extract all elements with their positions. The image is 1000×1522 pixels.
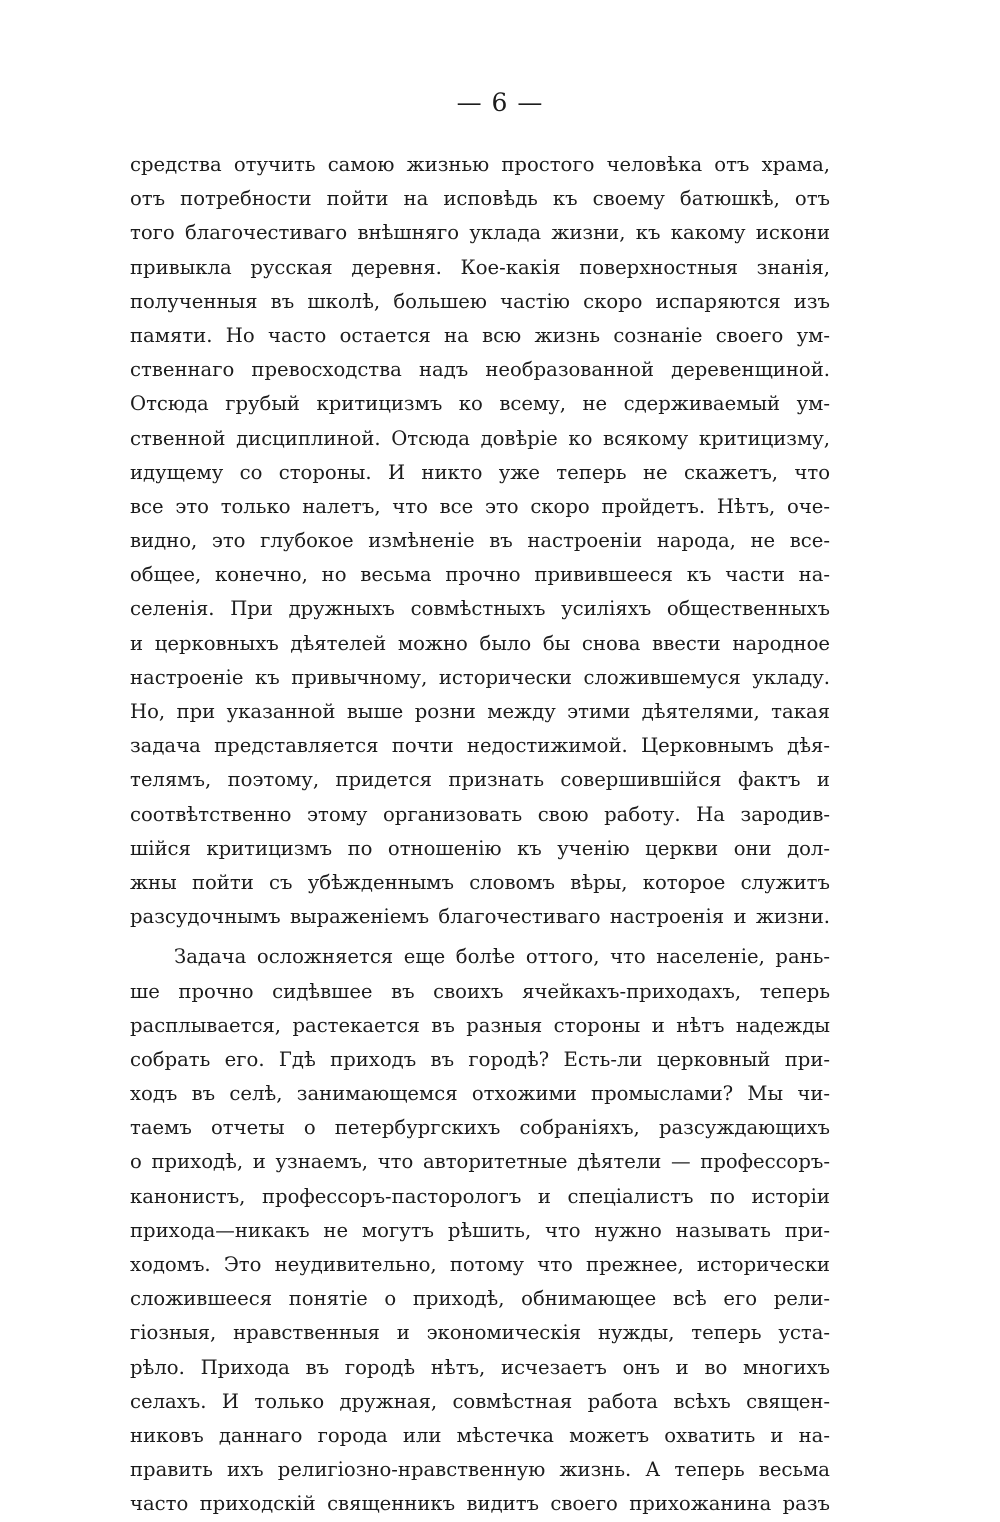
text-line: рѣло. Прихода въ городѣ нѣтъ, исчезаетъ онъ и во многихъ: [130, 1355, 830, 1379]
text-line: разсудочнымъ выраженіемъ благочестиваго настроенія и жизни.: [130, 905, 830, 929]
text-line: никовъ даннаго города или мѣстечка можетъ охватить и на-: [130, 1423, 830, 1447]
text-line: общее, конечно, но весьма прочно привившееся къ части на-: [130, 563, 830, 587]
text-line: соотвѣтственно этому организовать свою работу. На зародив-: [130, 802, 830, 826]
text-line: жны пойти съ убѣжденнымъ словомъ вѣры, которое служитъ: [130, 870, 830, 894]
text-line: того благочестиваго внѣшняго уклада жизни, къ какому искони: [130, 221, 830, 245]
text-line: таемъ отчеты о петербургскихъ собраніяхъ, разсуждающихъ: [130, 1116, 830, 1140]
body-text: [130, 148, 830, 1522]
text-line: и церковныхъ дѣятелей можно было бы снова ввести народное: [130, 631, 830, 655]
text-line: полученныя въ школѣ, большею частію скоро испаряются изъ: [130, 289, 830, 313]
text-line: привыкла русская деревня. Кое-какія поверхностныя знанія,: [130, 255, 830, 279]
text-line: задача представляется почти недостижимой. Церковнымъ дѣя-: [130, 734, 830, 758]
text-line: Отсюда грубый критицизмъ ко всему, не сдерживаемый ум-: [130, 392, 830, 416]
text-line: селахъ. И только дружная, совмѣстная работа всѣхъ священ-: [130, 1389, 830, 1413]
text-line: часто приходскій священникъ видитъ своего прихожанина разъ: [130, 1492, 830, 1516]
text-line: собрать его. Гдѣ приходъ въ городѣ? Есть-ли церковный при-: [130, 1047, 830, 1071]
text-line: ственной дисциплиной. Отсюда довѣріе ко всякому критицизму,: [130, 426, 830, 450]
text-line: идущему со стороны. И никто уже теперь не скажетъ, что: [130, 460, 830, 484]
paragraph: [130, 940, 830, 1521]
text-line: расплывается, растекается въ разныя стороны и нѣтъ надежды: [130, 1013, 830, 1037]
text-line: Но, при указанной выше розни между этими дѣятелями, такая: [130, 700, 830, 723]
text-line: настроеніе къ привычному, исторически сложившемуся укладу.: [130, 665, 830, 689]
text-line: отъ потребности пойти на исповѣдь къ своему батюшкѣ, отъ: [130, 187, 830, 211]
text-line: о приходѣ, и узнаемъ, что авторитетные дѣятели — профессоръ-: [130, 1150, 830, 1174]
text-line: прихода—никакъ не могутъ рѣшить, что нужно называть при-: [130, 1218, 830, 1242]
text-line: средства отучить самою жизнью простого человѣка отъ храма,: [130, 153, 830, 176]
text-line: селенія. При дружныхъ совмѣстныхъ усиліяхъ общественныхъ: [130, 597, 830, 621]
text-line: телямъ, поэтому, придется признать совершившійся фактъ и: [130, 768, 830, 792]
text-line: все это только налетъ, что все это скоро пройдетъ. Нѣтъ, оче-: [130, 494, 830, 518]
text-line: ходъ въ селѣ, занимающемся отхожими промыслами? Мы чи-: [130, 1082, 830, 1106]
text-line: Задача осложняется еще болѣе оттого, что населеніе, рань-: [174, 945, 830, 969]
paragraph: [130, 148, 830, 934]
text-line: шійся критицизмъ по отношенію къ ученію церкви они дол-: [130, 836, 830, 860]
text-line: ше прочно сидѣвшее въ своихъ ячейкахъ-приходахъ, теперь: [130, 979, 830, 1003]
text-line: видно, это глубокое измѣненіе въ настроеніи народа, не все-: [130, 529, 830, 553]
text-line: править ихъ религіозно-нравственную жизнь. А теперь весьма: [130, 1458, 830, 1482]
page-number: — 6 —: [456, 88, 544, 117]
text-line: канонистъ, профессоръ-пасторологъ и спеціалистъ по исторіи: [130, 1184, 830, 1208]
text-line: памяти. Но часто остается на всю жизнь сознаніе своего ум-: [130, 323, 830, 347]
text-line: ственнаго превосходства надъ необразованной деревенщиной.: [130, 358, 830, 382]
text-line: ходомъ. Это неудивительно, потому что прежнее, исторически: [130, 1253, 830, 1276]
text-line: гіозныя, нравственныя и экономическія нужды, теперь уста-: [130, 1321, 830, 1345]
text-line: сложившееся понятіе о приходѣ, обнимающее всѣ его рели-: [130, 1287, 830, 1311]
